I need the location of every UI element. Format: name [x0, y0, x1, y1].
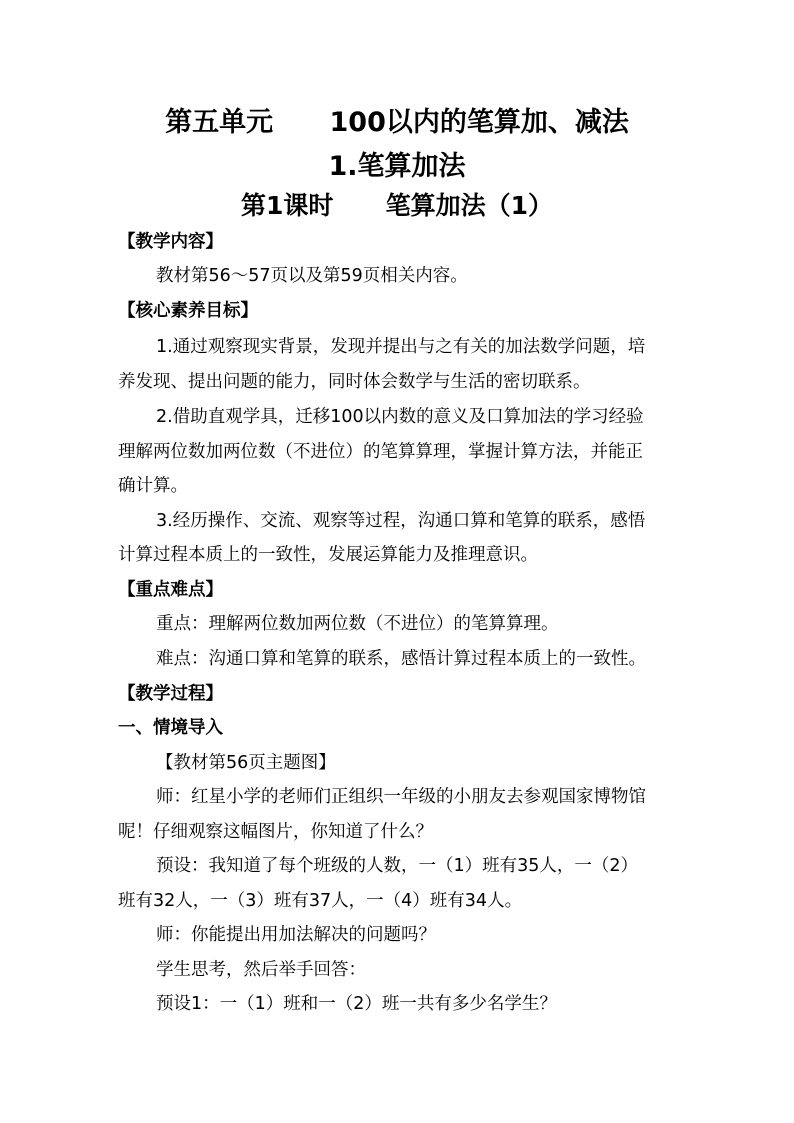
unit-title: 第五单元 100以内的笔算加、减法 [165, 107, 629, 138]
teacher-line-2: 师：你能提出用加法解决的问题吗？ [156, 925, 436, 945]
lesson-title: 第1课时 笔算加法（1） [240, 191, 553, 220]
key-point-text: 重点：理解两位数加两位数（不进位）的笔算算理。 [156, 614, 559, 634]
part-1-heading: 一、情境导入 [118, 718, 223, 738]
difficult-point-text: 难点：沟通口算和笔算的联系，感悟计算过程本质上的一致性。 [156, 649, 646, 669]
preset-line-1b: 班有32人，一（3）班有37人，一（4）班有34人。 [118, 891, 523, 911]
students-line: 学生思考，然后举手回答： [156, 960, 366, 980]
section-title: 1.笔算加法 [328, 151, 466, 182]
goal-1-line-2: 养发现、提出问题的能力，同时体会数学与生活的密切联系。 [118, 372, 591, 392]
goal-3-line-1: 3.经历操作、交流、观察等过程，沟通口算和笔算的联系，感悟 [156, 511, 646, 531]
goal-1-line-1: 1.通过观察现实背景，发现并提出与之有关的加法数学问题，培 [156, 337, 646, 357]
goal-2-line-2: 理解两位数加两位数（不进位）的笔算算理，掌握计算方法，并能正 [118, 442, 643, 462]
teacher-line-1b: 呢！仔细观察这幅图片，你知道了什么？ [118, 822, 433, 842]
preset-line-2: 预设1：一（1）班和一（2）班一共有多少名学生？ [156, 994, 557, 1014]
goal-3-line-2: 计算过程本质上的一致性，发展运算能力及推理意识。 [118, 545, 538, 565]
heading-key-points: 【重点难点】 [118, 580, 223, 600]
heading-teaching-content: 【教学内容】 [118, 232, 223, 252]
goal-2-line-1: 2.借助直观学具，迁移100以内数的意义及口算加法的学习经验 [156, 407, 644, 427]
teacher-line-1a: 师：红星小学的老师们正组织一年级的小朋友去参观国家博物馆 [156, 787, 646, 807]
goal-2-line-3: 确计算。 [118, 476, 188, 496]
heading-teaching-process: 【教学过程】 [118, 684, 223, 704]
teaching-content-text: 教材第56～57页以及第59页相关内容。 [156, 266, 468, 286]
heading-core-goals: 【核心素养目标】 [118, 301, 258, 321]
preset-line-1a: 预设：我知道了每个班级的人数，一（1）班有35人，一（2） [156, 856, 639, 876]
figure-reference: 【教材第56页主题图】 [156, 753, 336, 773]
